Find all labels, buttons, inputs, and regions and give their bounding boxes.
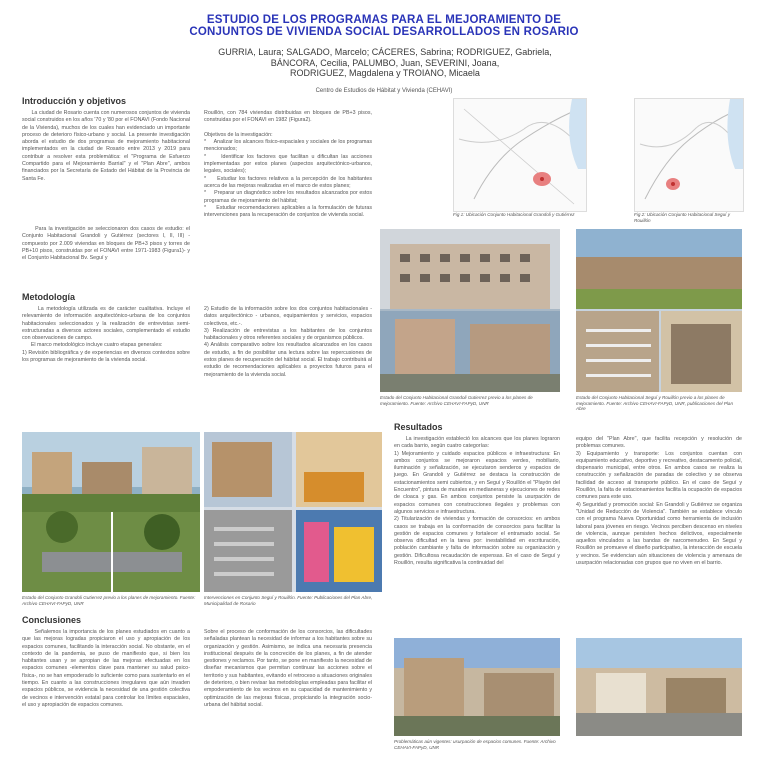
caption-fig2: Fig 2: Ubicación Conjunto Habitacional Seguí y Rouillón	[634, 212, 731, 223]
results-paragraph-2: equipo del "Plan Abre", que facilita recepción y resolución de problemas comunes. 3) Equipamiento y transporte: Los conjuntos cuentan con equipamiento educativo, deportivo y recreativo, destacamento policial, dispensario municipal, entre otros. En ambos casos se realiza la construcción y señalización de paradas de colectivo y se observa facilidad de acceso al transporte público. En el caso de Seguí y Rouillón, la falta de estacionamientos facilita la ocupación de espacios comunes para este uso. 4) Seguridad y promoción social: En Grandoli y Gutiérrez se organiza "Unidad de Reducción de Violencia". También se establece vínculo con el programa Nueva Oportunidad como herramienta de inclusión laboral para jóvenes en riesgo. Vecinos perciben descenso en niveles de violencia, aunque persisten hechos delictivos, especialmente aquellos vinculados a las bandas de narcomenudeo. En Seguí y Rouillón se promueve el diseño participativo, la interacción de escuela y vecinos. Se evidencian aún situaciones de violencia y amenaza de usurpación relacionadas con grupos que no viven en el barrio.	[576, 436, 742, 567]
institution: Centro de Estudios de Hábitat y Vivienda (CEHAVI)	[315, 88, 453, 94]
authors-line-3: RODRIGUEZ, Magdalena y TROIANO, Micaela	[290, 68, 480, 78]
results-heading: Resultados	[394, 422, 443, 432]
intro-heading: Introducción y objetivos	[22, 96, 127, 106]
conclusions-paragraph-2: Sobre el proceso de conformación de los consorcios, las dificultades señaladas plantean la necesidad de informar a los habitantes sobre su organización y gestión. Asimismo, se indica una necesaria presencia institucional después de la concreción de los planes, a fin de atender gestiones y reclamos. Por tanto, se pone en manifiesto la necesidad de diseñar mecanismos que permitan continuar las acciones sobre el territorio y sus habitantes, evitando el retroceso a situaciones originales de deterioro, o bien revisar las metodologías empleadas para facilitar el empoderamiento de los vecinos en su capacidad de mantenimiento y optimización de las mejoras físicas, propiciando la integración socio-urbana del hábitat social.	[204, 629, 374, 708]
authors-line-1: GURRIA, Laura; SALGADO, Marcelo; CÁCERES, Sabrina; RODRIGUEZ, Gabriela,	[218, 47, 552, 57]
authors	[150, 47, 620, 79]
poster-title	[0, 14, 768, 38]
photo-segui-rouillon-interventions	[204, 432, 382, 592]
photo-construcciones-irregulares	[576, 638, 742, 736]
photo-grandoli-gutierrez-plaza	[22, 432, 200, 592]
authors-line-2: BÁNCORA, Cecilia, PALUMBO, Juan, SEVERINI, Joana,	[270, 57, 500, 68]
method-paragraph-2: 2) Estudio de la información sobre los dos conjuntos habitacionales -datos arquitectónico - urbanos, equipamientos y servicios, espacios colectivos, etc.-. 3) Realización de entrevistas a los habitantes de los conjuntos habitacionales y otros referentes sociales y de organismos públicos. 4) Análisis comparativo sobre los resultados alcanzados en los casos de estudio, a fin de posibilitar una lectura sobre las repercusiones de estos planes de recuperación del hábitat social. El trabajo contribuirá al estudio de recomendaciones aplicables a proyectos futuros para el mejoramiento de la vivienda social.	[204, 306, 372, 378]
photo-problematicas-usurpacion	[394, 638, 560, 736]
results-paragraph-1: La investigación estableció los alcances que los planes lograron en cada barrio, según cuatro categorías: 1) Mejoramiento y cuidado espacios públicos e infraestructura: En ambos conjuntos se mejoraron espacios verdes, mobiliario, iluminación y señalización, se ejecutaron senderos y espacios de juego. En Grandoli y Gutiérrez se destaca la construcción de estacionamientos semi cubiertos, y en Seguí y Rouillón el "Playón del Encuentro", pintura de murales en medianeras y ejecuciones de redes de cloaca y gas. En ambos conjuntos persiste la usurpación de espacios comunes con construcciones ilegales y problemas con algunos servicios e infraestructura. 2) Titularización de viviendas y formación de consorcios: en ambos casos se trabaja en la conformación de consorcios para facilitar la gestión de espacios comunes y fortalecer el entramado social. Se observa dificultad en la tarea por: inestabilidad en escrituración, población cambiante y falta de información sobre su organización y gestión. Dificultosa recaudación de expensas. En el caso de Seguí y Rouillón, resulta significativa la continuidad del	[394, 436, 560, 567]
intro-objectives: Rouillón, con 784 viviendas distribuidas en bloques de PB+3 pisos, construidas por el FONAVI en 1982 (Figura2). Objetivos de la investigación: * Analizar los alcances físico-espaciales y sociales de los programas mencionados; * Identificar los factores que facilitan u dificultan las acciones implementadas por estos planes (aspectos arquitectónico-urbanos, legales, sociales); * Estudiar los factores relativos a la percepción de los habitantes acerca de las mejoras realizadas en el marco de estos planes; * Preparar un diagnóstico sobre los resultados alcanzados por estos programas de mejoramiento del hábitat; * Estudiar recomendaciones aplicables a la formulación de futuras intervenciones para la recuperación de conjuntos de vivienda social.	[204, 110, 372, 219]
intro-paragraph-1: La ciudad de Rosario cuenta con numerosos conjuntos de vivienda social construidos en los años '70 y '80 por el FONAVI (Fondo Nacional de la Vivienda), muchos de los cuales han evidenciado un importante proceso de deterioro físico-urbano y social. La presente investigación aborda el estudio de dos programas de mejoramiento habitacional implementados en la ciudad de Rosario entre 2013 y 2019 para contribuir a resolver esta problemática: el "Programa de Esfuerzo Compartido para el Mejoramiento Barrial" y el "Plan Abre", ambos financiados por la Secretaría de Estado del Hábitat de la Provincia de Santa Fe.	[22, 110, 192, 182]
caption-interventions-segui-rouillon: Intervenciones en Conjunto Seguí y Rouillón. Fuente: Publicaciones del Plan Abre, Municipalidad de Rosario	[204, 595, 373, 606]
caption-estado-grandoli-gutierrez: Estado del Conjunto Habitacional Grandoli Gutierrez previo a los planes de mejoramiento. Fuente: Archivo CEHAVI-FAPyD, UNR	[380, 395, 533, 406]
photo-estado-grandoli-gutierrez	[380, 229, 560, 392]
photo-estado-segui-rouillon	[576, 229, 742, 392]
caption-post-grandoli-gutierrez: Estado del Conjunto Grandoli Gutierrez previo a los planes de mejoramiento. Fuente: Archivo CEHAVI-FAPyD, UNR	[22, 595, 196, 606]
title-line-2: CONJUNTOS DE VIVIENDA SOCIAL DESARROLLADOS EN ROSARIO	[189, 26, 579, 38]
map-grandoli-gutierrez	[453, 98, 587, 212]
caption-fig1: Fig 1: Ubicación Conjunto Habitacional Grandoli y Gutiérrez	[453, 212, 575, 217]
map-segui-rouillon	[634, 98, 744, 212]
caption-estado-segui-rouillon: Estado del Conjunto Habitacional Seguí y Rouillón previo a los planes de mejoramiento. Fuente: Archivo CEHAVI-FAPyD, UNR, publicaciones del Plan Abre	[576, 395, 734, 412]
method-paragraph-1: La metodología utilizada es de carácter cualitativa. Incluye el relevamiento de información arquitectónico-urbana de los conjuntos habitacionales seleccionados y la realización de entrevistas semi-estructuradas a diversos actores sociales, complementado el estudio con observaciones de campo. El marco metodológico incluye cuatro etapas generales: 1) Revisión bibliográfica y de experiencias en diversos contextos sobre los programas de mejoramiento de la vivienda social.	[22, 306, 190, 364]
title-line-1: ESTUDIO DE LOS PROGRAMAS PARA EL MEJORAMIENTO DE	[206, 14, 562, 26]
intro-paragraph-2: Para la investigación se seleccionaron dos casos de estudio: el Conjunto Habitacional Grandoli y Gutiérrez (sectores I, II, III) -compuesto por 2.009 viviendas en bloques de PB+3 pisos y torres de PB+10 pisos, construidas por el FONAVI entre 1971-1983 (Figura1)- y el Conjunto Habitacional Bv. Seguí y	[22, 226, 192, 262]
conclusions-heading: Conclusiones	[22, 615, 82, 625]
caption-problematicas: Problemáticas aún vigentes: usurpación de espacios comunes. Fuente: Archivo CEHAVI-FAPyD, UNR	[394, 739, 556, 750]
conclusions-paragraph-1: Señalemos la importancia de los planes estudiados en cuanto a que las mejoras logradas propiciaron el uso y apropiación de los espacios comunes, facilitando la interacción social. No obstante, en el contexto de la pandemia, se puso de manifiesto que, si bien los habitantes usan y se apropian de las mejoras efectuadas en los espacios comunes -elementos clave para mantener su salud psico-física-, no se han empoderado lo suficiente como para sustentarlo en el tiempo. En cuanto a las construcciones irregulares que aún invaden espacios públicos, se evidencia la necesidad de una gestión colectiva de vecinos e intervención estatal para controlar los límites espaciales, el uso y apropiación de espacios comunes.	[22, 629, 192, 708]
method-heading: Metodología	[22, 292, 75, 302]
